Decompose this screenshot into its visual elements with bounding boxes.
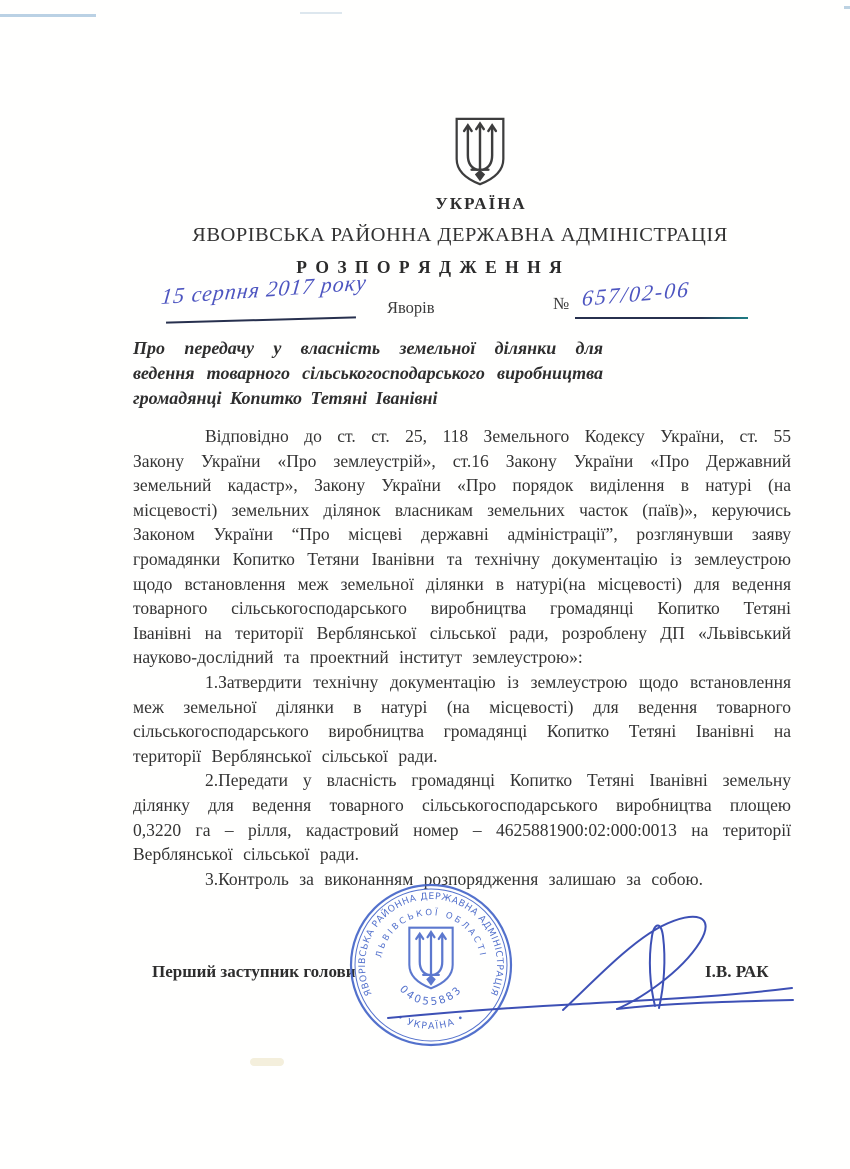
scan-artifact-smudge — [250, 1058, 284, 1066]
stamp-country-text: • УКРАЇНА • — [394, 1011, 468, 1032]
place-label: Яворів — [387, 298, 435, 317]
authority-title: ЯВОРІВСЬКА РАЙОННА ДЕРЖАВНА АДМІНІСТРАЦІЯ — [192, 224, 728, 246]
scan-artifact-line — [844, 6, 850, 9]
paragraph-item-2: 2.Передати у власність громадянці Копитко Тетяні Іванівні земельну ділянку для ведення товарного сільськогосподарського виробництва площею 0,3220 га – рілля, кадастровий номер – 4625881900:02:000:0013 на території Верблянської сільської ради. — [133, 770, 791, 865]
country-title: УКРАЇНА — [435, 194, 527, 213]
paragraph-preamble: Відповідно до ст. ст. 25, 118 Земельного Кодексу України, ст. 55 Закону України «Про землеустрій», ст.16 Закону України «Про Державний земельний кадастр», Закону України «Про порядок виділення в натурі (на місцевості) земельних ділянок власникам земельних часток (паїв)», керуючись Законом України “Про місцеві державні адміністрації”, розглянувши заяву громадянки Копитко Тетяни Іванівни та технічну документацію із землеустрою щодо встановлення меж земельної ділянки в натурі(на місцевості) для ведення товарного сільськогосподарського виробництва громадянці Копитко Тетяні Іванівні на території Верблянської сільської ради, розроблену ДП «Львівський науково-дослідний та проектний інститут землеустрою»: — [133, 426, 791, 668]
document-type-title: Р О З П О Р Я Д Ж Е Н Н Я — [296, 257, 564, 277]
number-underline — [575, 317, 748, 319]
handwritten-number: 657/02-06 — [581, 276, 692, 311]
paragraph-item-1: 1.Затвердити технічну документацію із землеустрою щодо встановлення меж земельної ділянки в натурі (на місцевості) для ведення товарного сільськогосподарського виробництва громадянці Копитко Тетяні Іванівні на території Верблянської сільської ради. — [133, 671, 791, 766]
stamp-code-text: 04055883 — [397, 983, 465, 1009]
date-underline — [166, 316, 356, 323]
handwritten-date: 15 серпня 2017 року — [160, 269, 369, 309]
stamp-region-text: ЛЬВІВСЬКОЇ ОБЛАСТІ — [374, 908, 488, 959]
scan-artifact-line — [0, 14, 96, 17]
body-text — [133, 424, 791, 891]
paragraph-item-3: 3.Контроль за виконанням розпорядження залишаю за собою. — [205, 868, 703, 889]
signer-title: Перший заступник голови — [152, 962, 356, 981]
number-sign: № — [553, 294, 570, 313]
stamp-ring-text: ЯВОРІВСЬКА РАЙОННА ДЕРЖАВНА АДМІНІСТРАЦІЯ — [356, 891, 506, 998]
subject-heading: Про передачу у власність земельної ділянки для ведення товарного сільськогосподарського виробництва громадянці Копитко Тетяні Іванівні — [133, 338, 603, 408]
signer-name: І.В. РАК — [705, 962, 769, 981]
signature-ink — [370, 900, 800, 1040]
ukraine-trident-icon — [452, 116, 508, 187]
scan-artifact-line — [300, 12, 342, 14]
